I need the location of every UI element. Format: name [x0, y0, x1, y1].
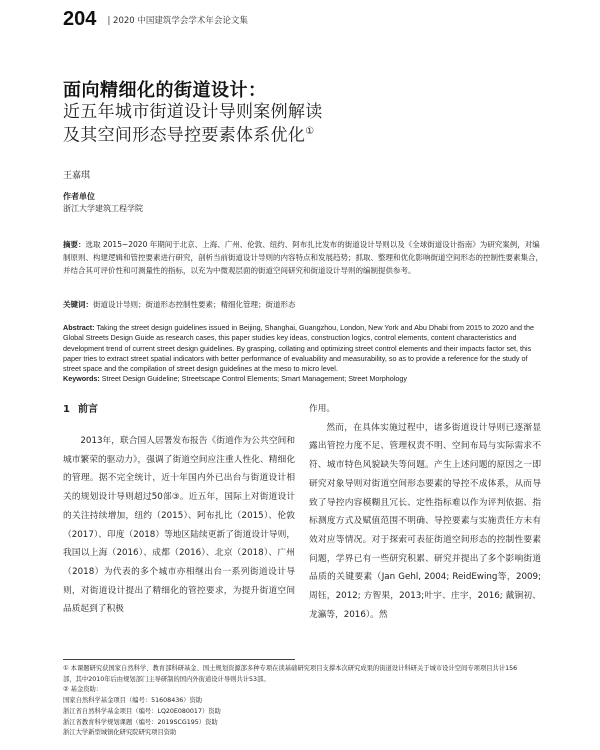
footnote-line: ① 本课题研究获国家自然科学、教育部科研基金、国土规划资源部多种专项在读基础研究项目支撑本次研究成果的街道设计科研关于城市设计空间专项项目共计156 — [63, 665, 518, 672]
abstract-chinese — [63, 238, 543, 277]
footnote-line: 国家自然科学基金项目（编号：51608436）资助 — [63, 697, 203, 705]
title-main: 面向精细化的街道设计： — [63, 80, 267, 101]
footnote-divider — [63, 659, 295, 660]
paper-title — [63, 80, 543, 146]
body-paragraph — [63, 432, 295, 619]
title-subtitle-line-2-text: 及其空间形态导控要素体系优化 — [63, 125, 306, 146]
running-head: | 2020 中国建筑学会学术年会论文集 — [107, 15, 248, 26]
body-line: 过50部③。近五年，国际上对街道设计的关注持续 — [63, 492, 296, 521]
keywords-english — [63, 374, 543, 383]
body-line: 局与实际需求不符、城市特色风貌缺失等问题。产生 — [309, 441, 542, 471]
affiliation-name: 浙江大学建筑工程学院 — [63, 204, 143, 213]
abstract-chinese-label: 摘要： — [63, 240, 86, 249]
keywords-english-label: Keywords: — [63, 374, 100, 383]
footnote-line: ② 基金资助： — [63, 686, 103, 694]
body-line: Ewing等，2009; 周钰，2012; 方智果，2013; — [309, 572, 541, 602]
footnote-line: 浙江省教育科学规划课题（编号：2019SCG195）资助 — [63, 718, 218, 726]
body-line: 问题，学界已有一些研究积累、研究并提出了多个 — [309, 553, 506, 564]
body-line: 注重人性化、精细化的管理。据不完全统计，近十 — [63, 454, 296, 484]
body-line: 已逐渐显露出管控力度不足、管理权责不明、空间布 — [309, 422, 541, 452]
title-subtitle-line-1: 近五年城市街道设计导则案例解读 — [63, 102, 323, 122]
page-header — [63, 8, 248, 31]
body-line: 上述问题的原因之一即研究对象导则对街道空间形态 — [309, 460, 542, 489]
body-continuation: 作用。 — [309, 404, 336, 414]
body-line: 2013年，联合国人居署发布报告《街道作为公 — [80, 436, 261, 446]
body-line: 叶宇、庄宇，2016; 戴锏初、龙瀛等，2016）。然 — [309, 591, 541, 620]
body-paragraph — [309, 419, 541, 625]
affiliation-label: 作者单位 — [63, 192, 95, 201]
title-subtitle-line-2 — [63, 122, 543, 146]
keywords-chinese-label: 关键词： — [63, 300, 93, 309]
page-number: 204 — [63, 8, 97, 30]
body-line: 计导则，我国以上海（2016）、成都（2016）、北 — [63, 529, 296, 559]
body-line: 京（2018）、广州（2018）为代表的多个城市亦相 — [63, 548, 295, 577]
keywords-chinese-text: 街道设计导则；街道形态控制性要素；精细化管理；街道形态 — [93, 300, 296, 309]
section-number: 1 — [63, 404, 70, 415]
abstract-english — [63, 323, 543, 374]
footnotes — [63, 664, 543, 739]
body-line: 然而，在具体实施过程中，诸多街道设计导则 — [326, 422, 506, 433]
body-line: 共空间和城市繁荣的驱动力》，强调了街道空间应 — [63, 436, 295, 465]
body-line: 要素的导控不成体系，从而导致了导控内容模糊且冗 — [309, 478, 542, 508]
body-line: 增加，纽约（2015）、阿布扎比（2015）、伦敦 — [107, 510, 295, 521]
abstract-english-text: Taking the street design guidelines issued in Beijing, Shanghai, Guangzhou, London, New York and Abu Dhabi from 2015 to 2020 and the Global Streets Design Guide as research cases, this paper studies key ideas, construction logics, control elements, content characteristics and development trend of current street design guidelines. By grasping, collating and optimizing street control elements and their impacts factor set, this paper tries to extract street spatial indicators with better performance of evaluability and measurability, so as to provide a reference for the study of street space and the compilation of street design guidelines at the meso to micro level. — [63, 323, 534, 374]
body-column-right — [309, 400, 541, 624]
author-name: 王嘉琪 — [63, 171, 91, 181]
footnote-line: 部，其中2010年后由规划部门主导研制的国内外街道设计导则共计53部。 — [63, 675, 270, 683]
body-line: 等情况。对于探索可表征街道空间形态的控制性要素 — [335, 534, 542, 545]
keywords-chinese — [63, 299, 543, 310]
section-title: 前言 — [77, 404, 98, 415]
footnote-line: 浙江省自然科学基金项目（编号：LQ20E080017）资助 — [63, 707, 221, 715]
body-line: 继出台一系列街道设计导则，对街道设计提出了精 — [63, 566, 296, 596]
body-line: 年国内外已出台与街道设计相关的规划设计导则超 — [63, 473, 296, 503]
body-line: 长、定性指标难以作为评判依据、指标测度方式及赋 — [309, 497, 542, 527]
footnote-line: 浙江大学新型城镇化研究院研究项目资助 — [63, 729, 177, 737]
abstract-chinese-text: 选取 2015~2020 年期间于北京、上海、广州、伦敦、纽约、阿布扎比发布的街道设计导则以及《全球街道设计指南》为研究案例，对编制原则、构建逻辑和管控要素进行研究，剖析当前街道设计导则的内容特点和发展趋势；抓取、整理和优化影响街道空间形态的控制性要素集合，并结合其可评价性和可测量性的指标，以充为中微观层面的街道空间研究和街道设计导则的编制提供参考。 — [63, 240, 543, 275]
body-column-left — [63, 400, 295, 619]
abstract-english-label: Abstract: — [63, 323, 95, 332]
body-line: （2017）、印度（2018）等地区陆续更新了街道设 — [63, 529, 261, 540]
keywords-english-text: Street Design Guideline; Streetscape Control Elements; Smart Management; Street Morphology — [101, 374, 407, 383]
body-line: 值范围不明确、导控要素与实施责任方未有效对应 — [309, 516, 542, 545]
body-line: 影响街道品质的关键要素（Jan Gehl, 2004; Reid — [309, 553, 542, 583]
body-line: 细化的管控要求，为提升街道空间品质起到了积极 — [63, 585, 296, 615]
title-footnote-mark: ① — [305, 126, 315, 137]
section-heading — [63, 402, 295, 418]
